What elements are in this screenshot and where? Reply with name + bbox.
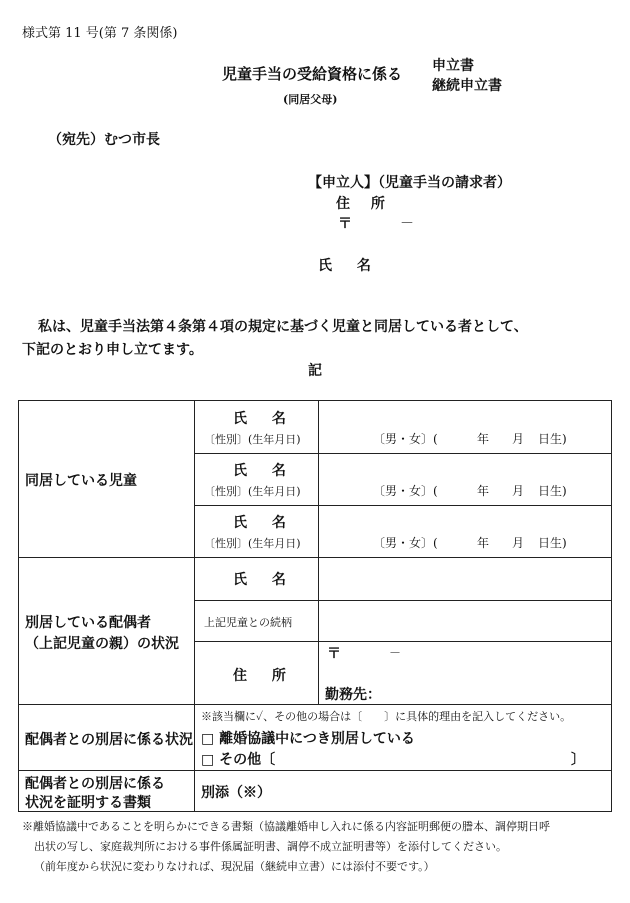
child-3-year-label: 年 — [477, 536, 490, 550]
spouse-section-label-line-2: （上記児童の親）の状況 — [25, 636, 179, 652]
note-line-1: ※離婚協議中であることを明らかにできる書類（協議離婚申し入れに係る内容証明郵便の謄本、調停期日呼 — [22, 820, 550, 833]
child-2-month-label: 月 — [512, 484, 525, 498]
child-2-gender-birth-label: 〔性別〕(生年月日) — [204, 485, 301, 498]
form-table — [18, 400, 612, 812]
separation-section-label: 配偶者との別居に係る状況 — [25, 732, 193, 748]
child-3-day-label: 日生) — [538, 536, 567, 550]
proof-section-label-line-1: 配偶者との別居に係る — [25, 776, 165, 792]
child-3-month-label: 月 — [512, 536, 525, 550]
child-1-day-label: 日生) — [538, 432, 567, 446]
child-3-gender-choice: 〔男・女〕( — [373, 536, 438, 550]
child-2-day-label: 日生) — [538, 484, 567, 498]
separation-option-divorce-negotiation[interactable]: □ 離婚協議中につき別居している — [201, 731, 415, 747]
proof-section-label-line-2: 状況を証明する書類 — [25, 795, 151, 811]
declaration-line-2: 下記のとおり申し立てます。 — [22, 342, 203, 358]
applicant-address-label: 住 所 — [336, 196, 393, 212]
spouse-postal-mark: 〒 — [327, 646, 341, 662]
child-3-gender-birth-label: 〔性別〕(生年月日) — [204, 537, 301, 550]
applicant-postal-mark: 〒 — [338, 216, 352, 232]
document-type-continuation: 継続申立書 — [432, 78, 502, 94]
child-1-gender-birth-label: 〔性別〕(生年月日) — [204, 433, 301, 446]
child-1-year-label: 年 — [477, 432, 490, 446]
spouse-work-label: 勤務先： — [325, 687, 381, 703]
child-3-name-label: 氏 名 — [233, 515, 296, 531]
note-line-3: （前年度から状況に変わりなければ、現況届（継続申立書）には添付不要です。） — [34, 860, 435, 873]
separation-option-other[interactable]: □ その他〔 — [201, 752, 276, 768]
applicant-heading: 【申立人】（児童手当の請求者） — [308, 175, 511, 191]
child-1-gender-choice: 〔男・女〕( — [373, 432, 438, 446]
applicant-name-label: 氏 名 — [318, 258, 381, 274]
form-number: 様式第 11 号(第 7 条関係) — [22, 26, 178, 41]
document-title-subtitle: (同居父母) — [283, 93, 338, 106]
declaration-line-1: 私は、児童手当法第４条第４項の規定に基づく児童と同居している者として、 — [38, 319, 528, 335]
spouse-relation-label: 上記児童との続柄 — [204, 616, 292, 629]
child-2-gender-choice: 〔男・女〕( — [373, 484, 438, 498]
child-2-year-label: 年 — [477, 484, 490, 498]
child-1-name-label: 氏 名 — [233, 411, 296, 427]
note-line-2: 出状の写し、家庭裁判所における事件係属証明書、調停不成立証明書等）を添付してください。 — [34, 840, 507, 853]
separation-option-other-close: 〕 — [571, 752, 585, 768]
child-1-month-label: 月 — [512, 432, 525, 446]
proof-value: 別添（※） — [201, 785, 271, 801]
ki-heading: 記 — [308, 363, 322, 379]
spouse-address-label: 住 所 — [233, 668, 296, 684]
children-section-label: 同居している児童 — [25, 473, 137, 489]
spouse-postal-dash: － — [389, 646, 402, 660]
addressee: （宛先）むつ市長 — [48, 132, 160, 148]
document-type-application: 申立書 — [432, 58, 474, 74]
child-2-name-label: 氏 名 — [233, 463, 296, 479]
spouse-name-label: 氏 名 — [233, 572, 296, 588]
spouse-section-label-line-1: 別居している配偶者 — [25, 615, 151, 631]
separation-instruction: ※該当欄に✓、その他の場合は〔 〕に具体的理由を記入してください。 — [201, 710, 572, 723]
applicant-postal-dash: － — [400, 216, 414, 232]
document-title: 児童手当の受給資格に係る — [222, 65, 403, 83]
